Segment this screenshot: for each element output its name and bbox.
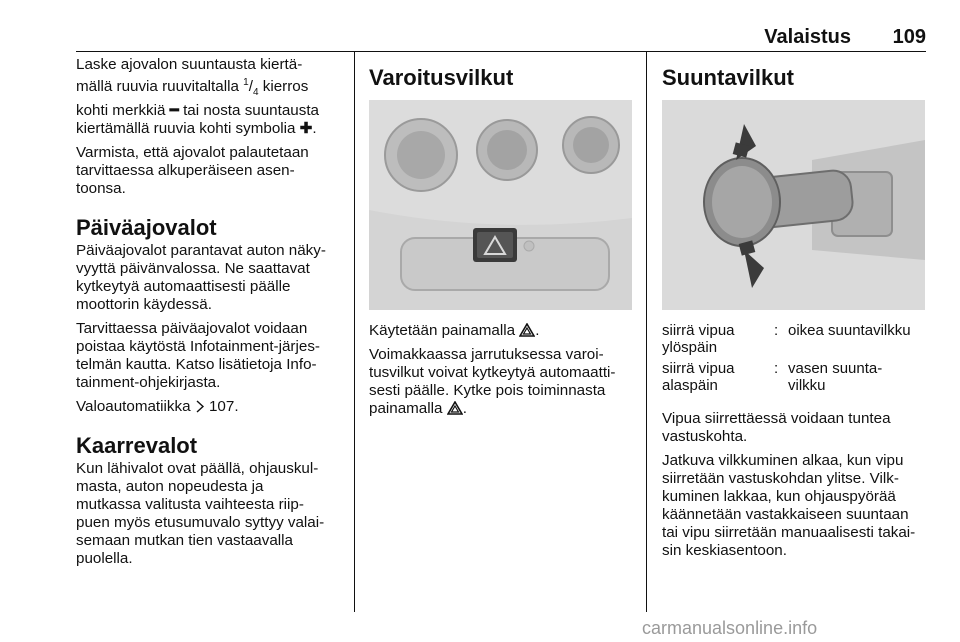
definition-separator: : [774,322,779,339]
heading-hazard: Varoitusvilkut [369,65,514,90]
column-right-text [662,322,928,566]
page-number: 109 [892,26,926,48]
section-title: Valaistus [764,26,851,48]
hazard-warning-triangle-icon [519,323,535,337]
column-divider-2 [646,52,647,612]
minus-symbol-icon: ━ [169,102,179,120]
turn-signal-lever-photo [662,100,925,310]
column-right [662,56,926,92]
hazard-switch-photo [369,100,632,310]
column-left [76,56,348,574]
paragraph-adjust: Laske ajovalon suuntausta kiertä- mällä ruuvia ruuvitaltalla $^1/_4$ kierros kohti merkkiä ━ tai nosta suuntausta kiertämällä ruuvia kohti symbolia ✚. [76,56,320,138]
dashboard-illustration [369,100,632,310]
page-reference-arrow-icon [195,400,205,413]
watermark: carmanualsonline.info [642,618,818,638]
heading-daylight: Päiväajovalot [76,215,217,241]
desc-up: oikea suuntavilkku [788,322,911,339]
paragraph-cornering: Kun lähivalot ovat päällä, ohjauskul- masta, auton nopeudesta ja mutkassa valitusta vaihteesta riip- puen myös etusumuvalo syttyy valai- semaan mutkan tien vastaavalla puolella. [76,460,325,568]
column-middle-text [369,322,639,424]
hazard-warning-triangle-icon [447,401,463,415]
heading-turn-signals: Suuntavilkut [662,65,795,90]
plus-symbol-icon: ✚ [299,120,313,138]
term-up: siirrä vipua ylöspäin [662,322,735,356]
paragraph-resistance: Vipua siirrettäessä voidaan tuntea vastuskohta. [662,410,891,445]
paragraph-daylight-1: Päiväajovalot parantavat auton näky- vyyttä päivänvalossa. Ne saattavat kytkeytyä automaattisesti päälle moottorin käydessä. [76,242,326,314]
signal-definition-list [662,322,928,398]
desc-down: vasen suunta- vilkku [788,360,883,394]
column-divider-1 [354,52,355,612]
heading-cornering: Kaarrevalot [76,433,198,459]
paragraph-hazard-use: Käytetään painamalla . [369,322,540,339]
paragraph-continuous: Jatkuva vilkkuminen alkaa, kun vipu siirretään vastuskohdan ylitse. Vilk- kuminen lakkaa, kun ohjauspyörää käännetään vastakkaiseen suuntaan tai vipu siirretään manuaalisesti takai- sin keskiasentoon. [662,452,916,559]
paragraph-auto-light: Valoautomatiikka 107. [76,398,239,416]
page-reference[interactable]: 107 [208,398,235,416]
definition-separator: : [774,360,779,377]
paragraph-daylight-2: Tarvittaessa päiväajovalot voidaan poistaa käytöstä Infotainment-järjes- telmän kautta. Katso lisätietoja Info- tainment-ohjekirjasta. [76,320,320,392]
column-middle [369,56,635,92]
term-down: siirrä vipua alaspäin [662,360,735,394]
header-rule [76,51,926,52]
page-header [76,26,926,50]
lever-illustration [662,100,925,310]
paragraph-hazard-auto: Voimakkaassa jarrutuksessa varoi- tusvilkut voivat kytkeytyä automaatti- sesti päälle. Kytke pois toiminnasta painamalla . [369,346,616,417]
paragraph-reset: Varmista, että ajovalot palautetaan tarvittaessa alkuperäiseen asen- toonsa. [76,144,309,198]
